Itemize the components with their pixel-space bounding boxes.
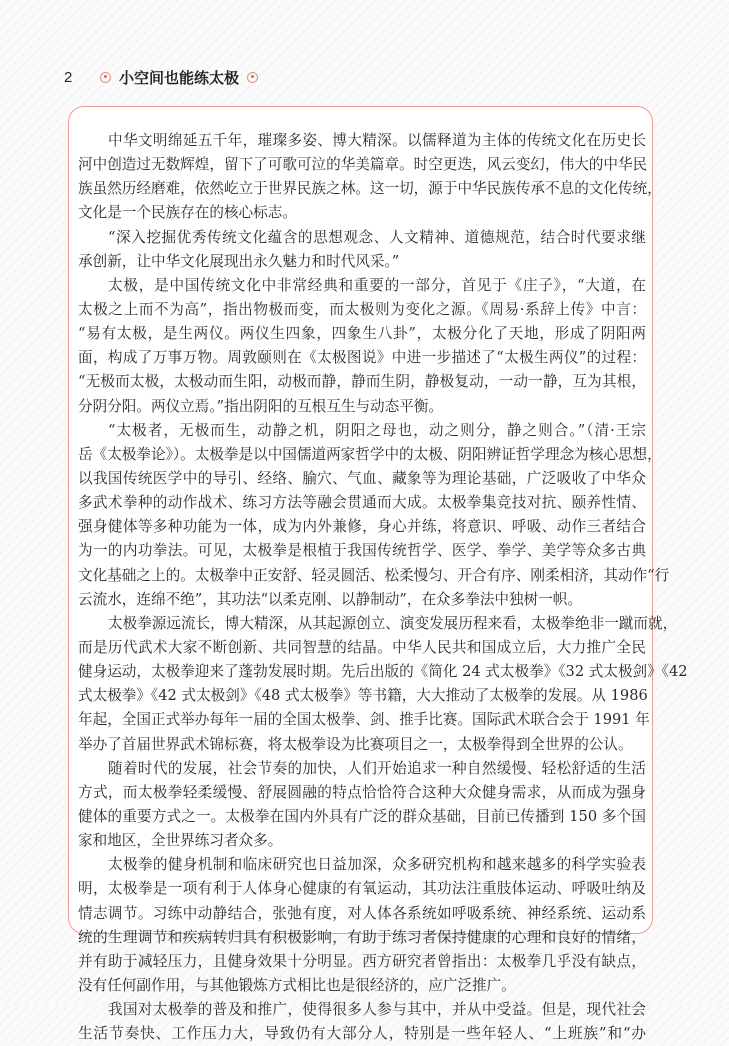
text-line: 以我国传统医学中的导引、经络、腧穴、气血、藏象等为理论基础，广泛吸收了中华众 xyxy=(78,469,646,487)
text-line: 文化是一个民族存在的核心标志。 xyxy=(78,204,297,222)
text-line: 而是历代武术大家不断创新、共同智慧的结晶。中华人民共和国成立后，大力推广全民 xyxy=(78,638,646,656)
paragraph xyxy=(78,757,646,854)
book-title: 小空间也能练太极 xyxy=(119,68,240,87)
text-line: “无极而太极，太极动而生阳，动极而静，静而生阴，静极复动，一动一静，互为其根， xyxy=(78,373,646,391)
text-line: 式太极拳》《42 式太极剑》《48 式太极拳》等书籍，大大推动了太极拳的发展。从 1986 xyxy=(78,687,648,705)
text-line: 我国对太极拳的普及和推广，使得很多人参与其中，并从中受益。但是，现代社会 xyxy=(108,1001,646,1019)
text-line: 明，太极拳是一项有利于人体身心健康的有氧运动，其功法注重肢体运动、呼吸吐纳及 xyxy=(78,880,646,898)
text-line: 健体的重要方式之一。太极拳在国内外具有广泛的群众基础，目前已传播到 150 多个国 xyxy=(78,807,646,825)
text-line: 岳《太极拳论》）。太极拳是以中国儒道两家哲学中的太极、阴阳辨证哲学理念为核心思想， xyxy=(78,445,662,463)
page-number: 2 xyxy=(64,68,73,86)
paragraph xyxy=(78,998,646,1046)
text-line: 太极拳源远流长，博大精深，从其起源创立、演变发展历程来看，太极拳绝非一蹴而就， xyxy=(108,614,678,632)
text-line: 举办了首届世界武术锦标赛，将太极拳设为比赛项目之一，太极拳得到全世界的公认。 xyxy=(78,735,633,753)
text-line: 健身运动，太极拳迎来了蓬勃发展时期。先后出版的《简化 24 式太极拳》《32 式太极剑》《42 xyxy=(78,663,688,681)
text-line: “易有太极，是生两仪。两仪生四象，四象生八卦”，太极分化了天地，形成了阴阳两 xyxy=(78,325,646,343)
text-line: 族虽然历经磨难，依然屹立于世界民族之林。这一切，源于中华民族传承不息的文化传统， xyxy=(78,180,662,198)
paragraph xyxy=(78,419,670,612)
text-line: 年起，全国正式举办每年一届的全国太极拳、剑、推手比赛。国际武术联合会于 1991 年 xyxy=(78,711,650,729)
text-line: 方式，而太极拳轻柔缓慢、舒展圆融的特点恰恰符合这种大众健身需求，从而成为强身 xyxy=(78,783,646,801)
text-line: 中华文明绵延五千年，璀璨多姿、博大精深。以儒释道为主体的传统文化在历史长 xyxy=(108,132,646,149)
circle-dot-icon xyxy=(100,72,111,83)
text-line: 情志调节。习练中动静结合，张弛有度，对人体各系统如呼吸系统、神经系统、运动系 xyxy=(78,904,646,922)
text-line: 统的生理调节和疾病转归具有积极影响，有助于练习者保持健康的心理和良好的情绪， xyxy=(78,928,646,946)
text-line: 太极之上而不为高”，指出物极而变，而太极则为变化之源。《周易·系辞上传》中言： xyxy=(78,300,646,318)
text-line: 太极，是中国传统文化中非常经典和重要的一部分，首见于《庄子》，“大道，在 xyxy=(108,276,646,294)
text-line: “太极者，无极而生，动静之机，阴阳之母也，动之则分，静之则合。”（清·王宗 xyxy=(108,421,646,439)
text-line: 承创新，让中华文化展现出永久魅力和时代风采。” xyxy=(78,252,400,270)
text-line: 没有任何副作用，与其他锻炼方式相比也是很经济的，应广泛推广。 xyxy=(78,976,516,994)
text-line: “深入挖掘优秀传统文化蕴含的思想观念、人文精神、道德规范，结合时代要求继 xyxy=(108,228,646,246)
text-line: 多武术拳种的动作战术、练习方法等融会贯通而大成。太极拳集竞技对抗、颐养性情、 xyxy=(78,494,646,512)
text-line: 面，构成了万事万物。周敦颐则在《太极图说》中进一步描述了“太极生两仪”的过程： xyxy=(78,349,646,367)
circle-dot-icon xyxy=(247,72,258,83)
text-line: 云流水，连绵不绝”，其功法“以柔克刚、以静制动”，在众多拳法中独树一帜。 xyxy=(78,590,582,608)
text-line: 太极拳的健身机制和临床研究也日益加深，众多研究机构和越来越多的科学实验表 xyxy=(108,856,646,874)
paragraph xyxy=(78,129,662,226)
text-line: 为一的内功拳法。可见，太极拳是根植于我国传统哲学、医学、拳学、美学等众多古典 xyxy=(78,542,646,560)
paragraph xyxy=(78,612,688,757)
text-frame xyxy=(68,106,688,1043)
text-line: 随着时代的发展，社会节奏的加快，人们开始追求一种自然缓慢、轻松舒适的生活 xyxy=(108,759,646,777)
text-line: 家和地区，全世界练习者众多。 xyxy=(78,832,283,850)
text-line: 生活节奏快、工作压力大，导致仍有大部分人，特别是一些年轻人、“上班族”和“办 xyxy=(78,1025,646,1043)
text-line: 强身健体等多种功能为一体，成为内外兼修，身心并练，将意识、呼吸、动作三者结合 xyxy=(78,518,646,536)
running-header xyxy=(64,66,266,88)
text-line: 分阴分阳。两仪立焉。”指出阴阳的互根互生与动态平衡。 xyxy=(78,397,444,415)
body-text xyxy=(78,129,688,1046)
text-line: 文化基础之上的。太极拳中正安舒、轻灵圆活、松柔慢匀、开合有序、刚柔相济，其动作“行 xyxy=(78,566,670,584)
paragraph xyxy=(78,853,646,998)
paragraph xyxy=(78,226,646,274)
text-line: 河中创造过无数辉煌，留下了可歌可泣的华美篇章。时空更迭，风云变幻，伟大的中华民 xyxy=(78,156,648,174)
text-line: 并有助于减轻压力，且健身效果十分明显。西方研究者曾指出：太极拳几乎没有缺点， xyxy=(78,952,646,970)
paragraph xyxy=(78,274,646,419)
